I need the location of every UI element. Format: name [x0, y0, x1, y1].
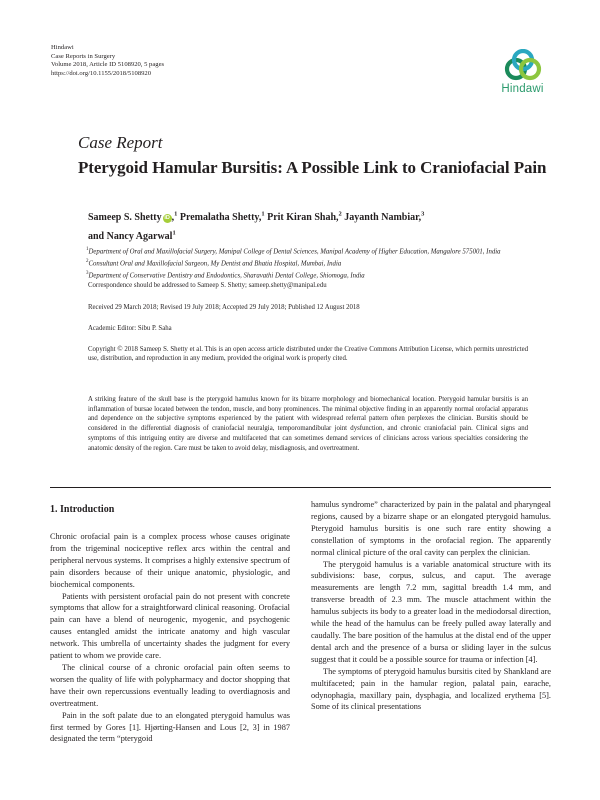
orcid-icon[interactable]: iD — [164, 215, 170, 222]
author-3: Prit Kiran Shah,$^2$ — [267, 211, 342, 224]
author-4: Jayanth Nambiar,$^3$ — [344, 211, 425, 224]
academic-editor: Academic Editor: Sibu P. Saha — [88, 325, 172, 332]
volume-info: Volume 2018, Article ID 5108920, 5 pages — [51, 61, 165, 68]
body-column-right — [311, 499, 551, 713]
publisher-name: Hindawi — [51, 44, 74, 51]
hindawi-logo-icon — [503, 49, 543, 83]
paragraph: Chronic orofacial pain is a complex process whose causes originate from the trigeminal nociceptive reflex arcs within the central and peripheral nervous systems. It comprises a highly extensive spectrum of pain disorders because of their unique anatomic, physiologic, and biochemical components. — [50, 532, 290, 589]
article-title: Pterygoid Hamular Bursitis: A Possible Link to Craniofacial Pain — [78, 158, 547, 177]
paragraph: Pain in the soft palate due to an elongated pterygoid hamulus was first termed by Gores [1]. Hjørting-Hansen and Lous [2, 3] in 1987 designated the term “pterygoid — [50, 710, 290, 744]
section-divider — [50, 487, 551, 488]
affiliation-3: $^3$Department of Conservative Dentistry and Endodontics, Sharavathi Dental College, Shiomoga, India — [86, 270, 365, 280]
journal-name: Case Reports in Surgery — [51, 52, 116, 60]
journal-metadata — [51, 44, 164, 78]
paragraph: hamulus syndrome” characterized by pain in the palatal and pharyngeal regions, caused by a bizarre shape or an elongated pterygoid hamulus. Pterygoid hamulus bursitis is one such rare entity showing a constellation of symptoms in the orofacial region. The apparently normal clinical picture of the oral cavity can perplex the clinician. — [311, 500, 551, 557]
paragraph: The pterygoid hamulus is a variable anatomical structure with its subdivisions: base, corpus, sulcus, and caput. The average measurements are length 7.2 mm, sagittal breadth 1.4 mm, and transverse breadth of 2.3 mm. The muscle attachment within the hamulus subjects its body to a greater load in the mediodorsal direction, while the head of the hamulus can be freely pulled away laterally and caudally. The bare position of the hamulus at the distal end of the upper dental arch and the presence of a bursa or sliding layer in the sulcus suggest that it could be a possible source for trauma or infection [4]. — [311, 559, 551, 664]
affiliation-1: $^1$Department of Oral and Maxillofacial Surgery, Manipal College of Dental Sciences, Manipal Academy of Higher Education, Mangalore 575001, India — [86, 247, 501, 256]
section-heading: 1. Introduction — [50, 504, 115, 515]
correspondence: Correspondence should be addressed to Sameep S. Shetty; sameep.shetty@manipal.edu — [88, 282, 327, 289]
author-1[interactable]: Sameep S. Shetty iD ,$^1$ — [88, 211, 178, 224]
copyright-notice: Copyright © 2018 Sameep S. Shetty et al. This is an open access article distributed under the Creative Commons Attribution License, which permits unrestricted use, distribution, and reproduction in any medium, provided the original work is properly cited. — [88, 346, 528, 362]
body-column-left — [50, 531, 290, 745]
paragraph: The symptoms of pterygoid hamulus bursitis cited by Shankland are multifaceted; pain in the hamular region, palatal pain, earache, odynophagia, maxillary pain, dysphagia, and localized erythema [5]. Some of its clinical presentations — [311, 666, 551, 712]
doi-link[interactable]: https://doi.org/10.1155/2018/5108920 — [51, 69, 152, 77]
author-list — [88, 207, 528, 244]
author-5: and Nancy Agarwal$^1$ — [88, 229, 176, 242]
affiliations — [86, 245, 526, 281]
paragraph: Patients with persistent orofacial pain do not present with concrete symptoms that allow for a straightforward clinical reasoning. Orofacial pain can have a blend of neurogenic, myogenic, and psychogenic causes entangled amidst the intricate anatomy and high vascular network. This umbrella of uncertainty shades the judgment for every patient to whom we provide care. — [50, 591, 290, 661]
logo-wordmark: Hindawi — [501, 83, 544, 95]
affiliation-2: $^2$Consultant Oral and Maxillofacial Surgeon, My Dentist and Bhatia Hospital, Mumbai, India — [86, 258, 342, 268]
abstract: A striking feature of the skull base is the pterygoid hamulus known for its bizarre morphology and biomechanical location. Pterygoid hamular bursitis is an inflammation of bursae located between the tendon, muscle, and bony prominences. The minimal objective finding in an apparently normal orofacial apparatus and dependence on the subjective symptoms experienced by the patient with widespread referral pattern often perplexes the clinician. Bursitis should be considered in the differential diagnosis of craniofacial neuralgia, temporomandibular joint dysfunction, and chronic craniofacial pain. Clinical signs and symptoms of this intriguing entity are diverse and multifaceted that can sometimes demand services of clinicians across various specialties considering the anatomic density of the region. Care must be taken to avoid delay, misdiagnosis, and overtreatment. — [88, 396, 528, 452]
paragraph: The clinical course of a chronic orofacial pain often seems to worsen the quality of life with polypharmacy and doctor shopping that have their own repercussions eventually leading to overdiagnosis and overtreatment. — [50, 662, 290, 708]
author-2: Premalatha Shetty,$^1$ — [179, 211, 265, 224]
hindawi-logo — [494, 49, 551, 95]
publication-dates: Received 29 March 2018; Revised 19 July 2018; Accepted 29 July 2018; Published 12 August 2018 — [88, 304, 360, 311]
article-type: Case Report — [78, 133, 163, 152]
